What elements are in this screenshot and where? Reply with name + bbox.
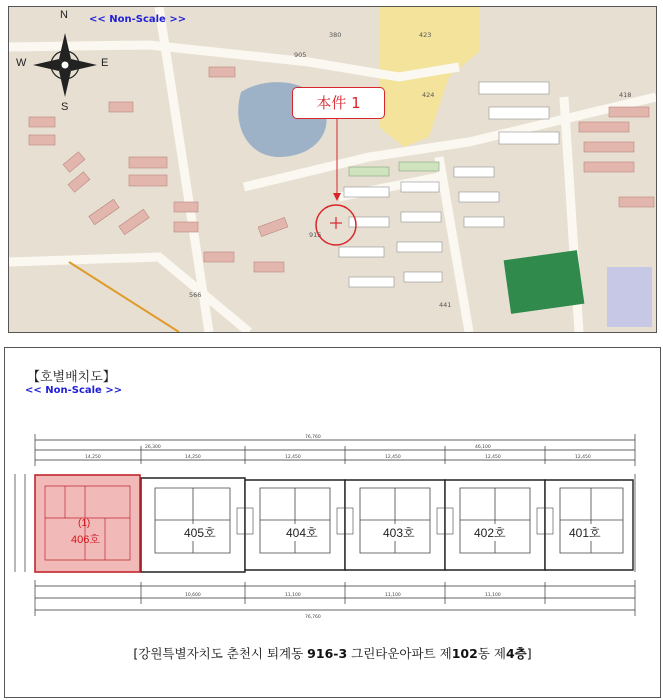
caption-floor: 4층	[505, 646, 527, 661]
svg-text:14,250: 14,250	[185, 455, 201, 460]
caption-building: 102	[451, 646, 478, 661]
compass-east-label: E	[101, 57, 109, 69]
unit-label-402: 402호	[474, 526, 506, 540]
svg-text:905: 905	[294, 51, 307, 59]
svg-text:12,450: 12,450	[575, 455, 591, 460]
compass-south-label: S	[61, 101, 69, 113]
svg-text:46,100: 46,100	[475, 445, 491, 450]
svg-text:11,100: 11,100	[485, 593, 501, 598]
unit-label-405: 405호	[184, 526, 216, 540]
location-map	[8, 6, 657, 333]
subject-property-callout: 本件 1	[292, 87, 385, 119]
compass-west-label: W	[16, 57, 27, 69]
unit-label-403: 403호	[383, 526, 415, 540]
plan-non-scale-label: << Non-Scale >>	[25, 385, 123, 396]
svg-text:12,450: 12,450	[385, 455, 401, 460]
svg-text:915: 915	[309, 231, 322, 239]
svg-text:14,250: 14,250	[85, 455, 101, 460]
svg-text:11,100: 11,100	[285, 593, 301, 598]
plan-title: 【호별배치도】	[27, 370, 116, 385]
unit-label-404: 404호	[286, 526, 318, 540]
svg-text:26,300: 26,300	[145, 445, 161, 450]
svg-text:12,450: 12,450	[285, 455, 301, 460]
caption-middle: 그린타운아파트 제	[347, 646, 452, 661]
svg-text:12,450: 12,450	[485, 455, 501, 460]
subject-unit-label: 406호	[71, 534, 100, 546]
plan-caption	[5, 644, 660, 662]
svg-text:423: 423	[419, 31, 432, 39]
svg-text:76,760: 76,760	[305, 615, 321, 620]
svg-text:566: 566	[189, 291, 202, 299]
caption-prefix: [강원특별자치도 춘천시 퇴계동	[133, 646, 308, 661]
svg-text:424: 424	[422, 91, 435, 99]
compass-north-label: N	[60, 9, 68, 21]
svg-text:76,760: 76,760	[305, 435, 321, 440]
svg-text:10,600: 10,600	[185, 593, 201, 598]
map-graphic	[9, 7, 656, 332]
svg-text:418: 418	[619, 91, 632, 99]
svg-text:380: 380	[329, 31, 342, 39]
unit-layout-panel	[4, 347, 661, 698]
svg-text:11,100: 11,100	[385, 593, 401, 598]
unit-label-401: 401호	[569, 526, 601, 540]
caption-lot: 916-3	[307, 646, 348, 661]
caption-mid2: 동 제	[477, 646, 506, 661]
caption-suffix: ]	[526, 646, 532, 661]
subject-unit-number: (1)	[78, 518, 91, 529]
map-non-scale-label: << Non-Scale >>	[89, 14, 187, 25]
svg-text:441: 441	[439, 301, 452, 309]
